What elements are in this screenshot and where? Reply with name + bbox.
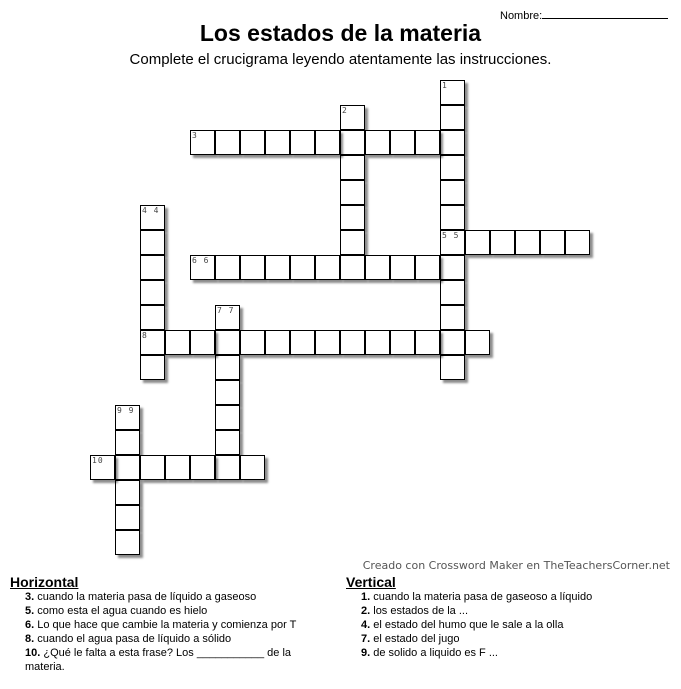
clue-down: 9. de solido a liquido es F ... [361,647,498,659]
clue-across: 5. como esta el agua cuando es hielo [25,605,208,617]
crossword-cell[interactable] [215,430,240,455]
crossword-cell[interactable] [415,255,440,280]
crossword-cell[interactable] [165,455,190,480]
crossword-cell[interactable] [340,105,365,130]
crossword-cell[interactable] [440,105,465,130]
crossword-cell[interactable] [540,230,565,255]
crossword-cell[interactable] [340,155,365,180]
crossword-cell[interactable] [215,130,240,155]
crossword-cell[interactable] [90,455,115,480]
crossword-cell[interactable] [290,255,315,280]
crossword-cell[interactable] [340,230,365,255]
clue-across: 3. cuando la materia pasa de líquido a gaseoso [25,591,257,603]
crossword-cell[interactable] [390,330,415,355]
down-heading: Vertical [346,574,396,590]
crossword-cell[interactable] [340,205,365,230]
clue-number: 3 [192,131,198,140]
crossword-cell[interactable] [440,180,465,205]
clue-number: 4 4 [142,206,160,215]
crossword-cell[interactable] [440,255,465,280]
crossword-cell[interactable] [215,455,240,480]
crossword-cell[interactable] [440,205,465,230]
crossword-cell[interactable] [365,130,390,155]
crossword-cell[interactable] [115,505,140,530]
crossword-cell[interactable] [440,130,465,155]
crossword-cell[interactable] [340,255,365,280]
clues-down [346,575,666,660]
crossword-cell[interactable] [390,255,415,280]
clues-across [10,575,330,674]
clue-down: 7. el estado del jugo [361,633,460,645]
crossword-cell[interactable] [215,355,240,380]
crossword-cell[interactable] [140,355,165,380]
crossword-cell[interactable] [340,180,365,205]
clue-down: 2. los estados de la ... [361,605,469,617]
crossword-cell[interactable] [140,330,165,355]
crossword-cell[interactable] [115,480,140,505]
crossword-cell[interactable] [265,330,290,355]
crossword-cell[interactable] [290,330,315,355]
crossword-cell[interactable] [215,330,240,355]
clue-number: 7 7 [217,306,235,315]
page-title: Los estados de la materia [199,20,482,46]
crossword-cell[interactable] [440,80,465,105]
clue-number: 1 [442,81,448,90]
crossword-cell[interactable] [240,455,265,480]
crossword-cell[interactable] [215,255,240,280]
crossword-cell[interactable] [165,330,190,355]
crossword-cell[interactable] [115,455,140,480]
crossword-cell[interactable] [390,130,415,155]
crossword-cell[interactable] [340,130,365,155]
crossword-cell[interactable] [215,405,240,430]
crossword-cell[interactable] [215,380,240,405]
crossword-cell[interactable] [215,305,240,330]
clue-down: 4. el estado del humo que le sale a la olla [361,619,564,631]
crossword-cell[interactable] [265,255,290,280]
crossword-cell[interactable] [240,255,265,280]
crossword-cell[interactable] [565,230,590,255]
crossword-cell[interactable] [140,205,165,230]
name-label: Nombre: [500,10,543,22]
crossword-cell[interactable] [465,230,490,255]
clue-number: 2 [342,106,348,115]
crossword-cell[interactable] [315,330,340,355]
crossword-cell[interactable] [240,130,265,155]
crossword-cell[interactable] [140,455,165,480]
crossword-cell[interactable] [440,155,465,180]
crossword-cell[interactable] [265,130,290,155]
crossword-cell[interactable] [315,255,340,280]
crossword-cell[interactable] [140,255,165,280]
crossword-cell[interactable] [190,130,215,155]
crossword-cell[interactable] [440,305,465,330]
clue-number: 5 5 [442,231,460,240]
crossword-cell[interactable] [140,305,165,330]
crossword-cell[interactable] [115,530,140,555]
crossword-cell[interactable] [415,130,440,155]
clue-down: 1. cuando la materia pasa de gaseoso a líquido [361,591,593,603]
clue-number: 9 9 [117,406,135,415]
crossword-cell[interactable] [240,330,265,355]
credit-text: Creado con Crossword Maker en TheTeachersCorner.net [362,559,670,572]
crossword-cell[interactable] [365,330,390,355]
crossword-cell[interactable] [440,355,465,380]
crossword-cell[interactable] [440,330,465,355]
crossword-cell[interactable] [340,330,365,355]
clue-across: 6. Lo que hace que cambie la materia y comienza por T [25,619,297,631]
clue-number: 6 6 [192,256,210,265]
crossword-cell[interactable] [315,130,340,155]
crossword-cell[interactable] [290,130,315,155]
crossword-cell[interactable] [115,430,140,455]
clue-number: 8 [142,331,148,340]
page-subtitle: Complete el crucigrama leyendo atentamente las instrucciones. [129,51,552,68]
crossword-cell[interactable] [515,230,540,255]
clue-number: 10 [92,456,104,465]
crossword-cell[interactable] [140,230,165,255]
crossword-cell[interactable] [465,330,490,355]
clue-across: 10. ¿Qué le falta a esta frase? Los ___________ de la materia. [25,647,292,673]
crossword-cell[interactable] [490,230,515,255]
crossword-cell[interactable] [115,405,140,430]
across-heading: Horizontal [10,574,79,590]
crossword-cell[interactable] [190,255,215,280]
crossword-cell[interactable] [190,455,215,480]
crossword-cell[interactable] [440,280,465,305]
crossword-cell[interactable] [190,330,215,355]
crossword-cell[interactable] [365,255,390,280]
crossword-cell[interactable] [440,230,465,255]
crossword-cell[interactable] [140,280,165,305]
crossword-cell[interactable] [415,330,440,355]
name-blank[interactable] [542,8,668,19]
clue-across: 8. cuando el agua pasa de líquido a sólido [25,633,232,645]
